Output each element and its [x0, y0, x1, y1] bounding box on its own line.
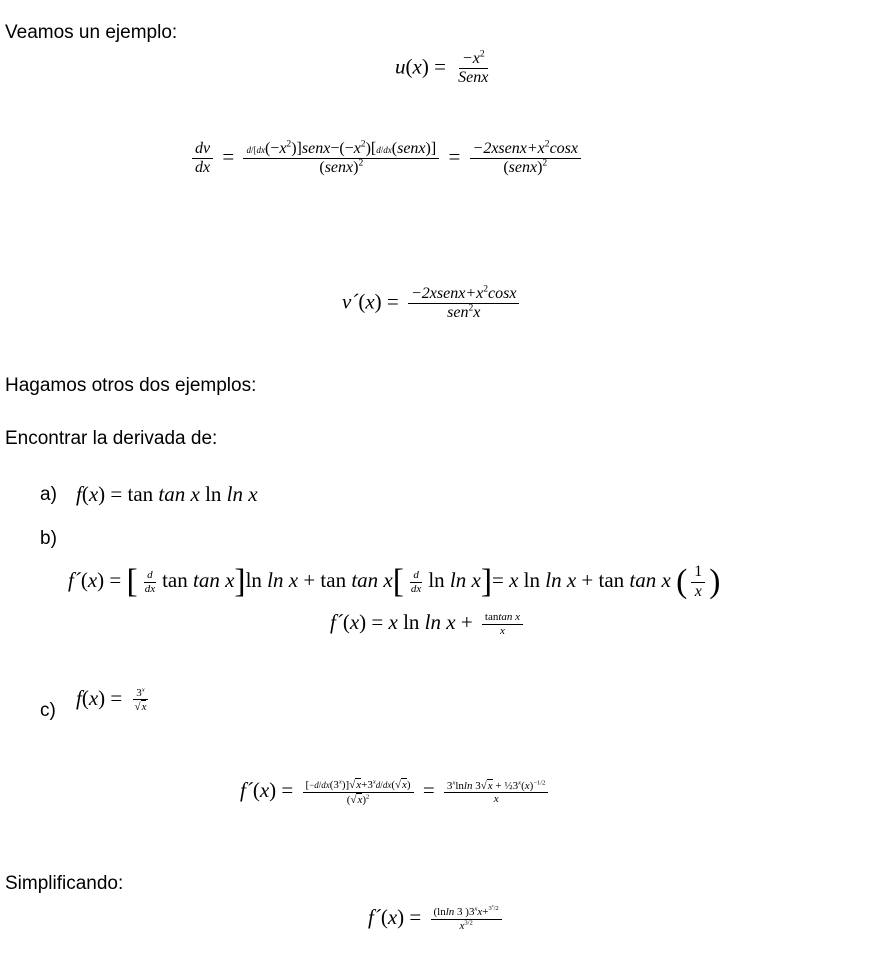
equation-b-derivative: f´(x) = [ $\frac{d}{dx}$ tan tan x]ln ln x + tan tan x[ $\frac{d}{dx}$ ln ln x]= x ln ln x + tan tan x ( $\frac{1}{x}$ ) — [68, 563, 721, 600]
equation-dv-dx: $\frac{dv}{dx}$ = $\frac{d/[dx(-x^2)]senx-(-x^2)[d/dx(senx)]}{(senx)^2}$ = $\frac{-2xsenx+x^2\cos x}{(senx)^2}$ — [188, 140, 585, 178]
eq1-numerator: $-x^2$ — [459, 50, 488, 69]
intro-text: Veamos un ejemplo: — [5, 22, 178, 43]
heading-more-examples: Hagamos otros dos ejemplos: — [5, 375, 257, 396]
equation-b-simplified: f´(x) = x ln ln x + $\frac{\text{tantan x}}{x}$ — [330, 610, 527, 637]
item-a-label: a) — [40, 484, 57, 505]
item-c-expression: f(x) = $\frac{3^x}{√x}$ — [76, 685, 147, 714]
equation-c-derivative: f´(x) = $\frac{[-d/dx(3^x)]√x+3^xd/dx(√x)}{(√x)^2}$ = $\frac{3^xlnln 3√x + \frac{1}{2}3^x(x)^{-1/2}}{x}$ — [240, 778, 552, 806]
equation-c-simplified: f´(x) = $\frac{(lnln 3 )3^xx+^{3^x/2}}{x^{3/2}}$ — [368, 905, 506, 932]
eq1-denominator: Senx — [458, 69, 489, 87]
item-a-expression: f(x) = tan tan x ln ln x — [76, 482, 258, 506]
heading-find-derivative: Encontrar la derivada de: — [5, 428, 218, 449]
equation-u: u(x) = $\frac{-x^2}{\text{Senx}}$ — [395, 50, 495, 88]
equation-v-prime: v´(x) = $\frac{-2xsenx+x^2\cos x}{sen^2x}$ — [342, 285, 523, 323]
item-b-label: b) — [40, 528, 57, 549]
item-c-label: c) — [40, 700, 56, 721]
simplify-text: Simplificando: — [5, 873, 124, 894]
